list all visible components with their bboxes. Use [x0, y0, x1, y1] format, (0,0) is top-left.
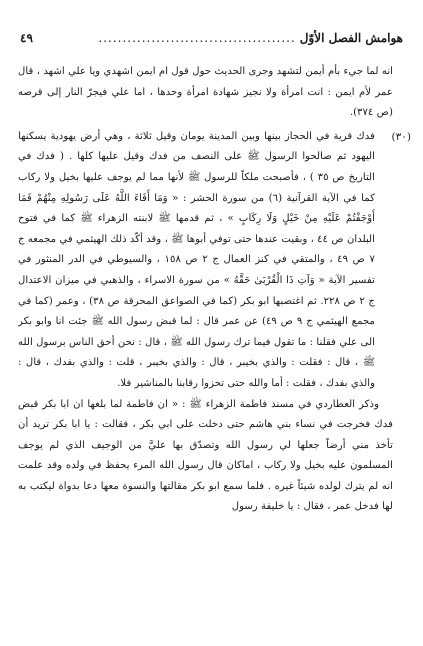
footnote-number: (٣٠) [391, 130, 411, 143]
chapter-notes-title: هوامش الفصل الأوّل [299, 31, 403, 45]
body-paragraph: وذكر العطاردي في مسند فاطمة الزهراء ﷺ : « ان فاطمة لما بلغها ان ابا بكر قبض فدك فخرجت في نساء بني هاشم حتى دخلت على ابي بكر ، فقالت : يا ابا بكر تريد أن تأخذ مني أرضاً جعلها لي رسول الله وتصدّق بها عليَّ من الوجيف الذي لم يوجف المسلمون عليه بخيل ولا ركاب ، اماكان قال رسول الله المرء يحفظ في ولده وقد علمت انه لم يترك لولده شيئاً غيره . فلما سمع ابو بكر مقالتها والنسوة معها دعا بدواة ليكتب به لها فدخل عمر ، فقال : يا خليفة رسول [18, 398, 393, 513]
footnote-text: فدك قرية في الحجاز بينها وبين المدينة يومان وقيل ثلاثة ، وهي أرض يهودية يسكنها اليهود ثم صالحوا الرسول ﷺ على النصف من فدك وقيل عليها كلها . ( فدك في التاريخ ص ٣٥ ) ، فأصبحت ملكاً للرسول ﷺ لأنها مما لم يوجف عليها بخيل ولا ركاب كما في الآية القرآنية (٦) من سورة الحشر : « وَمَا أَفَاءَ اللَّهُ عَلَى رَسُولِهِ مِنْهُمْ فَمَا أَوْجَفْتُمْ عَلَيْهِ مِنْ خَيْلٍ وَلَا رِكَابٍ » ، ثم قدمها ﷺ لابنته الزهراء ﷺ كما في فتوح البلدان ص ٤٤ ، وبقيت عندها حتى توفي أبوها ﷺ ، وقد أكّد ذلك الهيثمي في مجمعه ج ٧ ص ٤٩ ، والمتقي في كنز العمال ج ٢ ص ١٥٨ ، والسيوطي في الدر المنثور في تفسير الآية « وَآتِ ذَا الْقُرْبَىٰ حَقَّهُ » من سورة الاسراء ، والذهبي في ميزان الاعتدال ج ٢ ص ٢٢٨. ثم اغتصبها ابو بكر (كما في الصواعق المحرقة ص ٣٨) ، وعمر (كما في مجمع الهيثمي ج ٩ ص ٤٩) عن عمر قال : لما قبض رسول الله ﷺ جئت انا وابو بكر الى علي فقلنا : ما تقول فيما ترك رسول الله ﷺ ، قال : نحن أحق الناس برسول الله ﷺ ، قال : فقلت : والذي بخيبر ، قال : والذي بخيبر ، قلت : والذي بفدك ، قال : والذي بفدك ، فقلت : أما والله حتى تحزوا رقابنا بالمناشير فلا. [18, 130, 376, 389]
leader-dots: ......................................... [98, 31, 296, 45]
page-body [18, 62, 411, 638]
page-number: ٤٩ [20, 31, 33, 45]
continued-text: انه لما جيء بأم أيمن لتشهد وجرى الحديث حول قول ام ايمن اشهدي ويا علي اشهد ، قال عمر لأم ايمن : انت امرأة ولا نجيز شهادة امرأة وحدها ، اما علي فيجرّ النار إلى قرصه (ص ٣٧٤). [18, 66, 393, 119]
page-header [20, 26, 403, 46]
footnote-30 [18, 127, 411, 395]
